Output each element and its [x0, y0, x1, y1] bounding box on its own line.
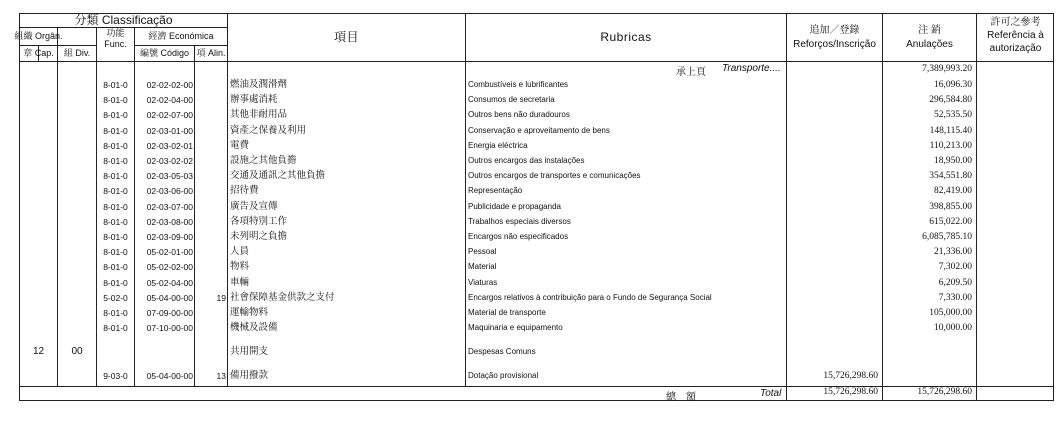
header-organica: 組織 Orgân.	[14, 30, 63, 41]
cell-zh: 備用撥款	[230, 370, 269, 381]
cell-func: 8-01-0	[103, 125, 128, 136]
cell-div	[58, 185, 96, 197]
cell-div	[58, 94, 96, 106]
cell-reforcos	[787, 170, 878, 182]
cell-alin	[195, 201, 226, 213]
cell-cap	[20, 261, 57, 273]
cell-div	[58, 261, 96, 273]
cell-reforcos	[787, 231, 878, 243]
cell-anulacoes: 296,584.80	[929, 95, 972, 106]
cell-cap	[20, 246, 57, 258]
cell-codigo: 05-02-04-00	[146, 277, 193, 288]
cell-pt: Energia eléctrica	[468, 140, 528, 150]
cell-anulacoes: 105,000.00	[929, 308, 972, 318]
cell-func: 8-01-0	[103, 140, 128, 151]
cell-cap	[20, 277, 57, 289]
total-anulacoes: 15,726,298.60	[917, 387, 972, 397]
cell-reforcos	[787, 292, 878, 304]
cell-zh: 未列明之負擔	[230, 231, 288, 242]
cell-reforcos	[787, 140, 878, 152]
cell-anulacoes: 7,330.00	[938, 292, 972, 303]
cell-zh: 資產之保養及利用	[230, 124, 307, 136]
cell-codigo: 05-04-00-00	[146, 292, 193, 303]
cell-anulacoes: 354,551.80	[929, 171, 972, 182]
cell-cap	[20, 216, 57, 228]
cell-pt: Outros encargos de transportes e comunicações	[468, 171, 641, 181]
cell-anulacoes: 52,535.50	[934, 110, 972, 121]
cell-cap: 12	[32, 346, 45, 357]
cell-zh: 交通及通訊之其他負擔	[230, 170, 326, 182]
cell-div	[58, 155, 96, 167]
cell-div	[58, 277, 96, 289]
cell-pt: Maquinaria e equipamento	[468, 323, 563, 333]
cell-anulacoes: 7,302.00	[938, 262, 972, 273]
cell-pt: Consumos de secretaria	[468, 95, 555, 105]
cell-pt: Viaturas	[468, 277, 498, 287]
header-funcional-zh: 功能	[106, 28, 125, 39]
cell-pt: Encargos relativos à contribuição para o Fundo de Segurança Social	[468, 292, 712, 302]
cell-alin	[195, 140, 226, 152]
cell-div	[58, 370, 96, 382]
cell-cap	[20, 307, 57, 319]
cell-zh: 物料	[230, 261, 250, 273]
cell-func: 5-02-0	[103, 292, 128, 303]
cell-pt: Dotação provisional	[468, 371, 539, 380]
header-funcional-pt: Func.	[104, 39, 127, 50]
header-reforcos-zh: 追加／登錄	[809, 24, 860, 36]
cell-pt: Material	[468, 262, 497, 272]
cell-func: 8-01-0	[103, 201, 128, 212]
cell-alin	[195, 109, 226, 121]
cell-zh: 辦事處消耗	[230, 94, 278, 106]
cell-cap	[20, 94, 57, 106]
cell-zh: 招待費	[230, 185, 259, 197]
cell-reforcos	[787, 216, 878, 228]
cell-zh: 共用開支	[230, 346, 269, 357]
cell-div	[58, 201, 96, 213]
cell-codigo: 02-03-02-01	[146, 140, 193, 151]
cell-cap	[20, 322, 57, 334]
cell-pt: Representação	[468, 186, 523, 196]
cell-alin	[195, 185, 226, 197]
cell-reforcos	[787, 322, 878, 334]
cell-codigo: 02-03-09-00	[146, 232, 193, 242]
cell-codigo: 05-02-01-00	[146, 247, 193, 258]
transporte-label-zh: 承上頁	[676, 67, 706, 78]
cell-codigo: 05-02-02-00	[146, 262, 193, 273]
cell-cap	[20, 201, 57, 213]
cell-codigo: 02-02-04-00	[146, 95, 193, 106]
cell-pt: Combustíveis e lubrificantes	[468, 80, 569, 89]
cell-reforcos	[787, 277, 878, 289]
cell-zh: 各項特別工作	[230, 215, 288, 227]
cell-div	[58, 231, 96, 243]
cell-anulacoes	[883, 346, 972, 358]
cell-reforcos	[787, 346, 878, 358]
cell-cap	[20, 370, 57, 382]
cell-func: 8-01-0	[103, 262, 128, 273]
cell-zh: 機械及設備	[230, 322, 278, 334]
cell-reforcos	[787, 261, 878, 273]
cell-codigo: 02-03-02-02	[146, 156, 193, 166]
cell-func: 8-01-0	[103, 186, 128, 197]
total-reforcos: 15,726,298.60	[823, 387, 878, 397]
cell-func: 8-01-0	[103, 80, 128, 90]
cell-alin	[195, 125, 226, 137]
cell-alin	[195, 170, 226, 182]
total-label-pt: Total	[760, 388, 782, 399]
cell-pt: Conservação e aproveitamento de bens	[468, 125, 610, 135]
cell-alin	[195, 346, 226, 358]
cell-reforcos	[787, 201, 878, 213]
cell-anulacoes: 82,419.00	[934, 186, 972, 197]
cell-zh: 社會保障基金供款之支付	[230, 291, 335, 303]
cell-func: 8-01-0	[103, 232, 128, 242]
cell-reforcos	[787, 125, 878, 137]
cell-pt: Publicidade e propaganda	[468, 201, 561, 211]
cell-anulacoes: 110,213.00	[929, 140, 972, 151]
header-economica: 經濟 Económica	[148, 30, 214, 41]
cell-func: 8-01-0	[103, 171, 128, 182]
cell-codigo: 02-03-08-00	[146, 216, 193, 227]
cell-div	[58, 109, 96, 121]
cell-func: 8-01-0	[103, 277, 128, 288]
cell-pt: Trabalhos especiais diversos	[468, 216, 571, 226]
cell-alin	[195, 246, 226, 258]
cell-anulacoes: 148,115.40	[929, 125, 972, 136]
cell-codigo: 07-09-00-00	[146, 308, 193, 318]
header-referencia-zh: 許可之參考	[990, 16, 1041, 28]
cell-func	[97, 346, 134, 358]
cell-reforcos	[787, 307, 878, 319]
cell-anulacoes: 18,950.00	[934, 156, 972, 166]
cell-zh: 其他非耐用品	[230, 109, 288, 121]
header-anulacoes-pt: Anulações	[906, 38, 953, 50]
cell-reforcos	[787, 185, 878, 197]
header-referencia-pt-2: autorização	[989, 43, 1042, 55]
cell-alin: 13	[216, 371, 226, 381]
cell-div	[58, 307, 96, 319]
cell-codigo: 02-03-05-03	[146, 171, 193, 182]
header-referencia-pt-1: Referência à	[987, 30, 1044, 42]
cell-func: 8-01-0	[103, 308, 128, 318]
cell-reforcos	[787, 79, 878, 91]
cell-cap	[20, 231, 57, 243]
header-divisao: 組 Div.	[63, 47, 91, 58]
cell-alin	[195, 261, 226, 273]
cell-func: 8-01-0	[103, 156, 128, 166]
cell-reforcos	[787, 246, 878, 258]
cell-cap	[20, 155, 57, 167]
cell-div	[58, 170, 96, 182]
cell-codigo: 07-10-00-00	[146, 323, 193, 334]
cell-alin	[195, 277, 226, 289]
cell-anulacoes: 10,000.00	[934, 323, 972, 334]
cell-codigo: 05-04-00-00	[146, 371, 193, 381]
cell-alin	[195, 216, 226, 228]
header-rubricas: Rubricas	[600, 30, 652, 45]
cell-alin	[195, 79, 226, 91]
cell-codigo: 02-03-06-00	[146, 186, 193, 197]
cell-zh: 設施之其他負擔	[230, 155, 297, 166]
header-anulacoes-zh: 注 銷	[918, 24, 941, 36]
cell-codigo: 02-03-07-00	[146, 201, 193, 212]
header-classificacao: 分類 Classificação	[74, 13, 173, 28]
cell-alin	[195, 307, 226, 319]
cell-alin	[195, 155, 226, 167]
cell-cap	[20, 170, 57, 182]
cell-func: 8-01-0	[103, 323, 128, 334]
cell-pt: Encargos não especificados	[468, 232, 569, 241]
header-reforcos-pt: Reforços/Inscrição	[793, 38, 876, 50]
cell-func: 8-01-0	[103, 95, 128, 106]
cell-codigo: 02-02-07-00	[146, 110, 193, 121]
cell-anulacoes: 16,096.30	[934, 80, 972, 90]
cell-cap	[20, 79, 57, 91]
cell-codigo: 02-03-01-00	[146, 125, 193, 136]
cell-codigo: 02-02-02-00	[146, 80, 193, 90]
cell-zh: 人員	[230, 246, 250, 258]
cell-zh: 燃油及潤滑劑	[230, 79, 288, 90]
cell-anulacoes: 398,855.00	[929, 201, 972, 212]
cell-anulacoes: 21,336.00	[934, 247, 972, 258]
cell-alin: 19	[216, 292, 226, 303]
cell-alin	[195, 231, 226, 243]
cell-div	[58, 125, 96, 137]
cell-div	[58, 79, 96, 91]
cell-div	[58, 140, 96, 152]
cell-reforcos: 15,726,298.60	[823, 371, 878, 381]
cell-div	[58, 216, 96, 228]
cell-cap	[20, 292, 57, 304]
total-label-zh: 總 額	[666, 392, 696, 403]
cell-cap	[20, 125, 57, 137]
cell-func: 8-01-0	[103, 247, 128, 258]
cell-alin	[195, 322, 226, 334]
cell-anulacoes: 6,085,785.10	[922, 232, 972, 242]
cell-reforcos	[787, 94, 878, 106]
cell-pt: Pessoal	[468, 247, 497, 257]
cell-pt: Outros bens não duradouros	[468, 110, 570, 120]
cell-div: 00	[71, 346, 83, 357]
cell-div	[58, 292, 96, 304]
cell-div	[58, 246, 96, 258]
cell-pt: Despesas Comuns	[468, 347, 536, 356]
cell-anulacoes	[883, 370, 972, 382]
cell-anulacoes: 6,209.50	[938, 277, 972, 288]
cell-cap	[20, 140, 57, 152]
cell-codigo	[135, 346, 193, 358]
cell-zh: 廣告及宣傳	[230, 200, 278, 212]
cell-pt: Outros encargos das instalações	[468, 156, 585, 165]
cell-zh: 車輛	[230, 276, 250, 288]
cell-reforcos	[787, 155, 878, 167]
cell-anulacoes: 615,022.00	[929, 216, 972, 227]
transporte-anulacoes: 7,389,993.20	[922, 64, 972, 74]
cell-reforcos	[787, 109, 878, 121]
header-codigo: 編號 Código	[139, 47, 190, 58]
header-item-zh: 項目	[333, 30, 359, 45]
cell-div	[58, 322, 96, 334]
cell-func: 8-01-0	[103, 110, 128, 121]
cell-func: 8-01-0	[103, 216, 128, 227]
cell-zh: 電費	[230, 139, 250, 151]
cell-zh: 運輸物料	[230, 307, 269, 318]
header-alinea: 項 Alin.	[196, 47, 226, 58]
cell-pt: Material de transporte	[468, 308, 546, 317]
cell-cap	[20, 109, 57, 121]
transporte-label-pt: Transporte....	[722, 63, 781, 74]
cell-cap	[20, 185, 57, 197]
cell-func: 9-03-0	[103, 371, 128, 381]
header-capitulo: 章 Cap.	[23, 47, 54, 58]
cell-alin	[195, 94, 226, 106]
